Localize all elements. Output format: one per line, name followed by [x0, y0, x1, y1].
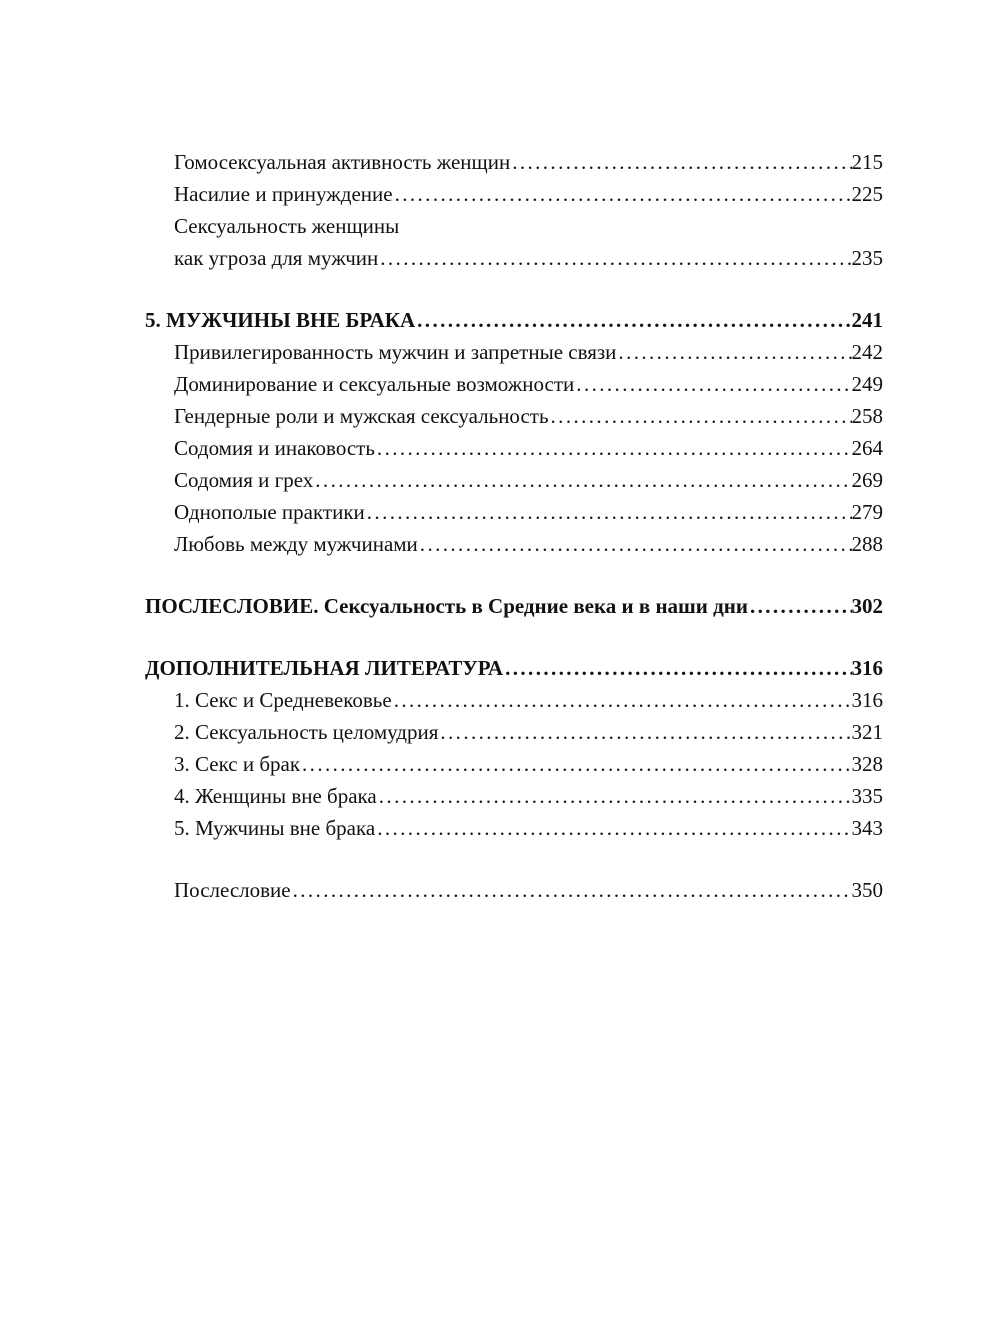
- toc-entry-page: 235: [851, 246, 883, 270]
- spacer: [145, 560, 883, 590]
- toc-entry: [145, 464, 883, 496]
- dot-leader: [748, 590, 852, 622]
- dot-leader: [300, 748, 851, 780]
- toc-chapter-page: 302: [851, 594, 883, 618]
- dot-leader: [378, 242, 851, 274]
- spacer: [145, 622, 883, 652]
- toc-chapter-page: 316: [851, 656, 883, 680]
- dot-leader: [392, 684, 852, 716]
- toc-chapter-page: 241: [851, 308, 883, 332]
- toc-entry-title: 1. Секс и Средневековье: [174, 688, 392, 712]
- toc-entry-page: 215: [851, 150, 883, 174]
- toc-entry: [145, 874, 883, 906]
- toc-entry-title: Гомосексуальная активность женщин: [174, 150, 511, 174]
- toc-entry-title: Насилие и принуждение: [174, 182, 393, 206]
- toc-entry-title: как угроза для мужчин: [174, 246, 379, 270]
- toc-entry-title: Любовь между мужчинами: [174, 532, 418, 556]
- toc-entry-title: Содомия и грех: [174, 468, 314, 492]
- dot-leader: [365, 496, 852, 528]
- toc-entry-page: 343: [851, 816, 883, 840]
- dot-leader: [377, 780, 852, 812]
- dot-leader: [375, 432, 852, 464]
- toc-entry: [145, 336, 883, 368]
- spacer: [145, 844, 883, 874]
- toc-entry: [145, 812, 883, 844]
- dot-leader: [313, 464, 851, 496]
- dot-leader: [574, 368, 851, 400]
- dot-leader: [418, 528, 852, 560]
- dot-leader: [393, 178, 852, 210]
- toc-entry-title: 2. Сексуальность целомудрия: [174, 720, 439, 744]
- dot-leader: [415, 304, 851, 336]
- toc-entry-title: Содомия и инаковость: [174, 436, 375, 460]
- toc-entry: [145, 716, 883, 748]
- toc-entry-page: 321: [851, 720, 883, 744]
- toc-entry-page: 269: [851, 468, 883, 492]
- toc-entry: [145, 432, 883, 464]
- toc-entry-page: 279: [851, 500, 883, 524]
- dot-leader: [503, 652, 851, 684]
- toc-entry-page: 242: [851, 340, 883, 364]
- toc-entry: [145, 496, 883, 528]
- toc-entry-title: Привилегированность мужчин и запретные связи: [174, 340, 617, 364]
- dot-leader: [549, 400, 852, 432]
- toc-entry-title: Однополые практики: [174, 500, 365, 524]
- toc-entry: [145, 748, 883, 780]
- dot-leader: [375, 812, 851, 844]
- toc-entry-page: 335: [851, 784, 883, 808]
- toc-entry: [145, 242, 883, 274]
- toc-entry: [145, 146, 883, 178]
- toc-entry-page: 264: [851, 436, 883, 460]
- toc-entry-page: 350: [851, 878, 883, 902]
- dot-leader: [291, 874, 852, 906]
- table-of-contents: [145, 146, 883, 906]
- toc-entry-page: 249: [851, 372, 883, 396]
- toc-entry: [145, 528, 883, 560]
- dot-leader: [616, 336, 851, 368]
- toc-entry: [145, 400, 883, 432]
- toc-entry-title: Доминирование и сексуальные возможности: [174, 372, 575, 396]
- toc-entry: [145, 780, 883, 812]
- toc-entry-page: 316: [851, 688, 883, 712]
- toc-chapter-title: ПОСЛЕСЛОВИЕ. Сексуальность в Средние века и в наши дни: [145, 594, 748, 618]
- toc-chapter-title: 5. МУЖЧИНЫ ВНЕ БРАКА: [145, 308, 416, 332]
- toc-chapter: [145, 304, 883, 336]
- toc-entry-page: 288: [851, 532, 883, 556]
- toc-entry-title: Сексуальность женщины: [174, 214, 400, 238]
- toc-entry-title: 4. Женщины вне брака: [174, 784, 377, 808]
- toc-entry: [145, 178, 883, 210]
- toc-entry-title: 5. Мужчины вне брака: [174, 816, 376, 840]
- toc-entry: [145, 368, 883, 400]
- toc-chapter-title: ДОПОЛНИТЕЛЬНАЯ ЛИТЕРАТУРА: [145, 656, 504, 680]
- toc-entry-title-first-line: [145, 210, 883, 242]
- toc-entry-title: 3. Секс и брак: [174, 752, 301, 776]
- toc-chapter: [145, 652, 883, 684]
- toc-entry-page: 225: [851, 182, 883, 206]
- toc-entry: [145, 684, 883, 716]
- toc-entry-title: Гендерные роли и мужская сексуальность: [174, 404, 549, 428]
- dot-leader: [438, 716, 851, 748]
- spacer: [145, 274, 883, 304]
- toc-entry-page: 258: [851, 404, 883, 428]
- toc-entry-page: 328: [851, 752, 883, 776]
- dot-leader: [510, 146, 851, 178]
- toc-chapter: [145, 590, 883, 622]
- toc-entry-title: Послесловие: [174, 878, 291, 902]
